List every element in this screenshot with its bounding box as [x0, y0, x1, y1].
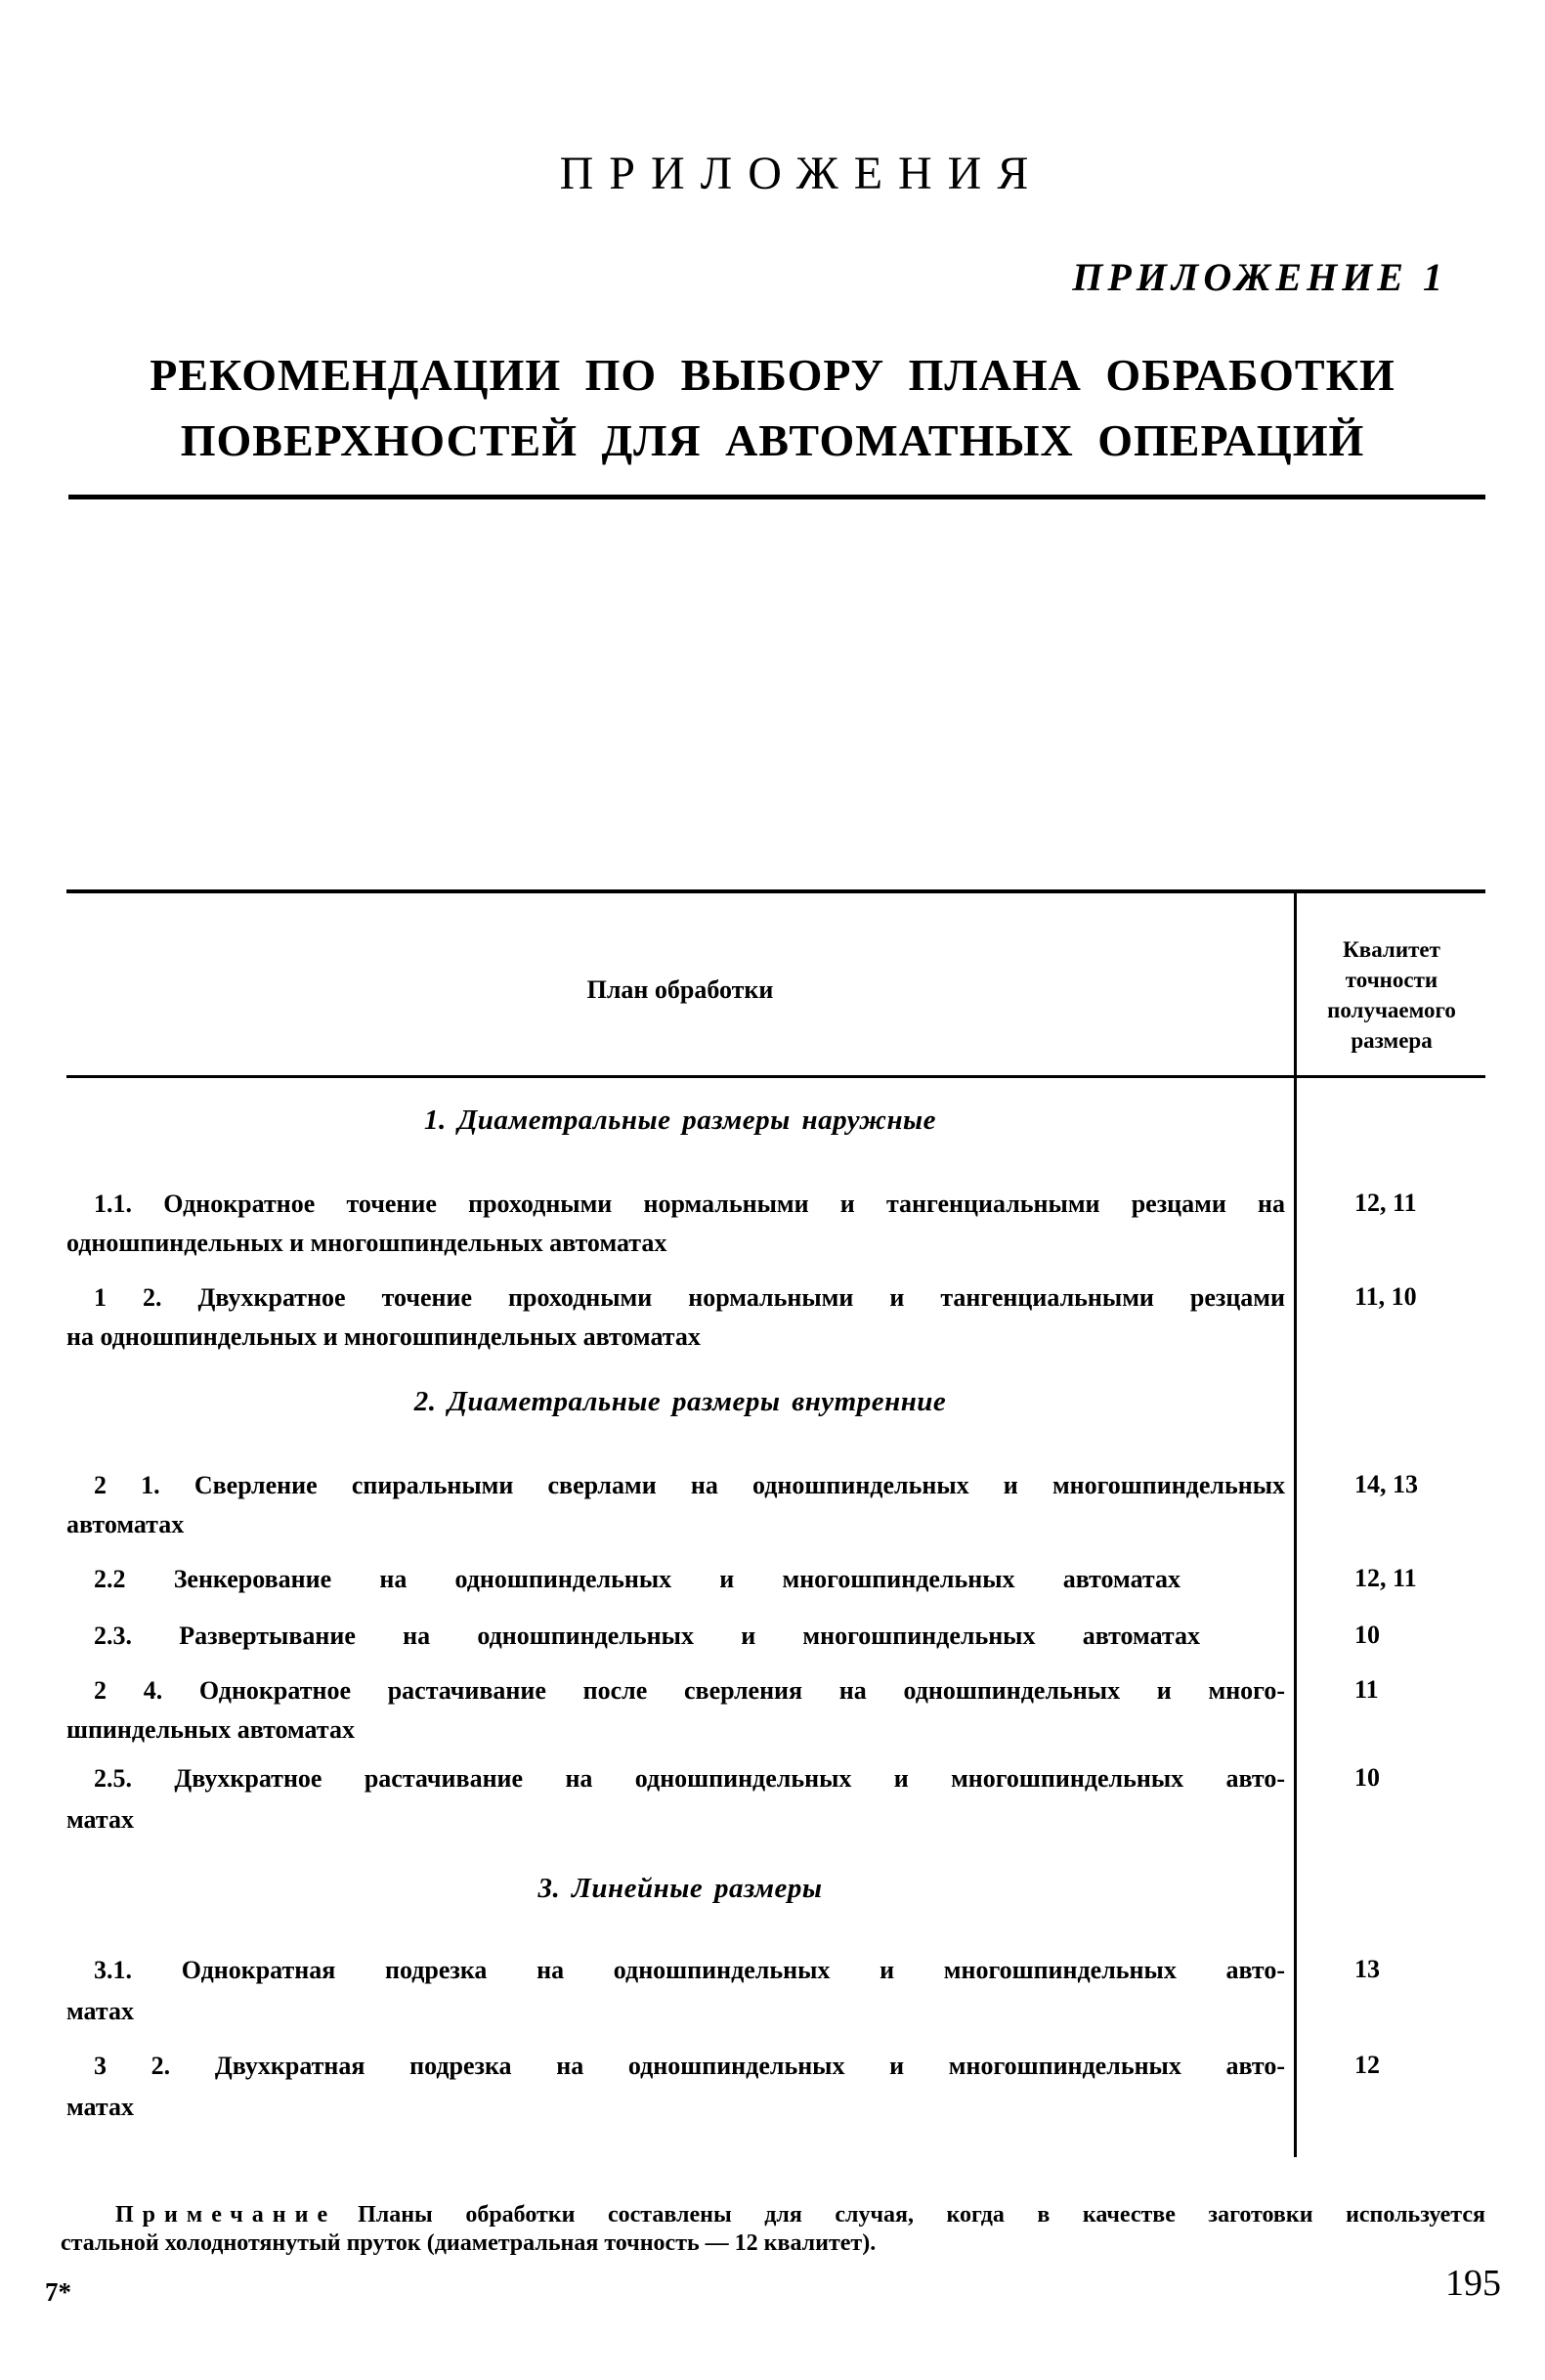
column-header-kvalitet — [1300, 934, 1483, 1056]
section-heading-1: 1. Диаметральные размеры наружные — [423, 1104, 937, 1136]
table-row-text: шпиндельных автоматах — [66, 1715, 355, 1744]
table-row-text: 3.1. Однократная подрезка на одношпиндельных и многошпиндельных авто- — [94, 1956, 1285, 1984]
table-column-divider — [1294, 889, 1297, 2157]
column-header-kvalitet-line: размера — [1351, 1028, 1433, 1053]
column-header-kvalitet-line: Квалитет — [1343, 937, 1440, 962]
table-row-text: 2 1. Сверление спиральными сверлами на одношпиндельных и многошпиндельных — [94, 1471, 1285, 1499]
signature-mark: 7* — [45, 2277, 71, 2307]
section-heading-3: 3. Линейные размеры — [537, 1873, 823, 1904]
row-value: 12 — [1354, 2051, 1380, 2079]
row-value: 10 — [1354, 1621, 1380, 1649]
column-header-plan: План обработки — [586, 975, 774, 1004]
table-row-text: 2.5. Двухкратное растачивание на одношпиндельных и многошпиндельных авто- — [94, 1764, 1285, 1793]
section-heading-2: 2. Диаметральные размеры внутренние — [413, 1386, 947, 1417]
table-row-text: матах — [66, 1805, 134, 1834]
page-number: 195 — [1445, 2263, 1501, 2304]
row-value: 11, 10 — [1354, 1282, 1417, 1311]
table-row-text: матах — [66, 2093, 134, 2121]
footnote — [61, 2201, 1485, 2258]
table-row-text: на одношпиндельных и многошпиндельных автоматах — [66, 1322, 701, 1351]
table-row-text: 2 4. Однократное растачивание после сверления на одношпиндельных и много- — [94, 1676, 1285, 1705]
table-row-text: одношпиндельных и многошпиндельных автоматах — [66, 1229, 667, 1257]
appendices-title: ПРИЛОЖЕНИЯ — [559, 148, 1045, 199]
footnote-line1 — [61, 2201, 1485, 2229]
column-header-kvalitet-line: точности — [1345, 968, 1438, 992]
row-value: 12, 11 — [1354, 1564, 1417, 1592]
main-heading-line2: ПОВЕРХНОСТЕЙ ДЛЯ АВТОМАТНЫХ ОПЕРАЦИЙ — [180, 415, 1365, 465]
table-top-border — [66, 889, 1485, 893]
column-header-kvalitet-line: получаемого — [1327, 998, 1456, 1022]
table-row-text: автоматах — [66, 1510, 185, 1538]
heading-divider-rule — [68, 495, 1485, 499]
table-row-text: 1 2. Двухкратное точение проходными нормальными и тангенциальными резцами — [94, 1283, 1285, 1312]
row-value: 11 — [1354, 1675, 1379, 1704]
table-row-text: 3 2. Двухкратная подрезка на одношпиндельных и многошпиндельных авто- — [94, 2052, 1285, 2080]
table-row-text: 2.2 Зенкерование на одношпиндельных и многошпиндельных автоматах — [94, 1565, 1180, 1593]
footnote-line2: стальной холоднотянутый пруток (диаметральная точность — 12 квалитет). — [61, 2230, 877, 2256]
table-header-separator — [66, 1075, 1485, 1078]
table-row-text: матах — [66, 1997, 134, 2025]
footnote-label: Примечание — [115, 2202, 337, 2228]
footnote-text: Планы обработки составлены для случая, когда в качестве заготовки используется — [358, 2202, 1485, 2228]
row-value: 10 — [1354, 1763, 1380, 1792]
row-value: 13 — [1354, 1955, 1380, 1983]
row-value: 14, 13 — [1354, 1470, 1418, 1498]
main-heading — [0, 342, 1545, 473]
row-value: 12, 11 — [1354, 1189, 1417, 1217]
appendix-number-label: ПРИЛОЖЕНИЕ 1 — [1072, 255, 1447, 299]
table-row-text: 2.3. Развертывание на одношпиндельных и многошпиндельных автоматах — [94, 1622, 1200, 1650]
table-row-text: 1.1. Однократное точение проходными нормальными и тангенциальными резцами на — [94, 1190, 1285, 1218]
main-heading-line1: РЕКОМЕНДАЦИИ ПО ВЫБОРУ ПЛАНА ОБРАБОТКИ — [150, 350, 1395, 400]
